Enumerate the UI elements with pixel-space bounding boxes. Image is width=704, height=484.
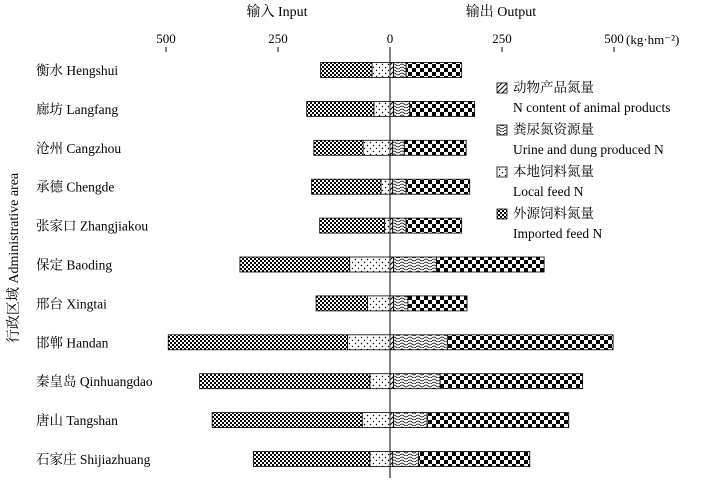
bar-animal-products xyxy=(390,218,393,233)
category-label: 秦皇岛 Qinhuangdao xyxy=(36,374,153,390)
unit-label: (kg·hm⁻²) xyxy=(626,32,680,47)
legend xyxy=(497,79,670,241)
bar-animal-products xyxy=(390,257,394,272)
bar-imported-feed xyxy=(168,335,347,350)
bar-remainder xyxy=(427,413,569,428)
bar-urine-dung xyxy=(394,257,437,272)
bar-animal-products xyxy=(390,140,393,155)
bar-urine-dung xyxy=(394,296,408,311)
bar-imported-feed xyxy=(253,452,369,467)
bar-imported-feed xyxy=(307,101,374,116)
legend-label-en: Local feed N xyxy=(513,184,584,199)
bar-remainder xyxy=(408,296,467,311)
bar-imported-feed xyxy=(320,218,385,233)
bar-local-feed xyxy=(363,140,390,155)
category-label: 衡水 Hengshui xyxy=(36,63,119,78)
x-tick-label: 0 xyxy=(386,31,394,46)
bar-remainder xyxy=(406,63,462,78)
x-tick-label: 500 xyxy=(604,31,624,46)
x-tick-label: 500 xyxy=(156,31,176,46)
legend-label-en: Imported feed N xyxy=(513,226,603,241)
category-label: 邢台 Xingtai xyxy=(36,296,107,312)
legend-swatch-local-feed xyxy=(497,167,507,177)
bar-local-feed xyxy=(372,63,390,78)
legend-label-zh: 动物产品氮量 xyxy=(513,80,594,95)
legend-swatch-animal-products xyxy=(497,83,507,93)
bar-animal-products xyxy=(390,413,394,428)
bar-imported-feed xyxy=(321,63,373,78)
bar-urine-dung xyxy=(394,335,448,350)
bar-local-feed xyxy=(368,296,390,311)
category-label: 廊坊 Langfang xyxy=(36,101,119,117)
legend-label-zh: 外源饲料氮量 xyxy=(513,206,594,221)
bar-animal-products xyxy=(390,63,394,78)
bar-imported-feed xyxy=(314,140,363,155)
bar-animal-products xyxy=(390,335,394,350)
bar-animal-products xyxy=(390,374,394,389)
bar-local-feed xyxy=(381,179,390,194)
bar-urine-dung xyxy=(394,63,407,78)
x-axis-ticks xyxy=(156,31,624,52)
bar-urine-dung xyxy=(393,140,405,155)
legend-label-zh: 粪尿氮资源量 xyxy=(513,122,594,137)
bar-remainder xyxy=(404,140,466,155)
bar-urine-dung xyxy=(394,374,441,389)
legend-swatch-urine-dung xyxy=(497,125,507,135)
bar-imported-feed xyxy=(212,413,362,428)
bar-imported-feed xyxy=(200,374,370,389)
bar-remainder xyxy=(419,452,530,467)
x-tick-label: 250 xyxy=(268,31,288,46)
bar-urine-dung xyxy=(393,179,406,194)
bar-remainder xyxy=(447,335,613,350)
legend-label-en: N content of animal products xyxy=(513,100,671,115)
bar-animal-products xyxy=(390,179,393,194)
category-label: 邯郸 Handan xyxy=(36,335,109,351)
legend-label-en: Urine and dung produced N xyxy=(513,142,664,157)
bar-animal-products xyxy=(390,452,393,467)
category-label: 保定 Baoding xyxy=(36,257,113,273)
bar-animal-products xyxy=(390,296,394,311)
left-title: 输入 Input xyxy=(246,5,308,20)
bar-urine-dung xyxy=(394,413,428,428)
bar-urine-dung xyxy=(393,218,406,233)
bar-local-feed xyxy=(347,335,390,350)
bar-local-feed xyxy=(370,452,390,467)
bar-imported-feed xyxy=(316,296,368,311)
bar-remainder xyxy=(437,257,545,272)
bar-urine-dung xyxy=(393,452,419,467)
bar-urine-dung xyxy=(394,101,410,116)
bar-remainder xyxy=(406,179,470,194)
bar-remainder xyxy=(410,101,475,116)
category-label: 石家庄 Shijiazhuang xyxy=(36,452,151,467)
right-title: 输出 Output xyxy=(465,5,537,20)
legend-swatch-imported-feed xyxy=(497,209,507,219)
bar-remainder xyxy=(440,374,582,389)
bar-local-feed xyxy=(370,374,390,389)
bar-local-feed xyxy=(374,101,390,116)
category-label: 唐山 Tangshan xyxy=(36,413,118,429)
y-axis-label: 行政区域 Administrative area xyxy=(7,172,22,344)
bar-animal-products xyxy=(390,101,394,116)
bar-local-feed xyxy=(385,218,390,233)
category-label: 承德 Chengde xyxy=(36,179,115,195)
x-tick-label: 250 xyxy=(492,31,512,46)
bar-local-feed xyxy=(350,257,390,272)
legend-label-zh: 本地饲料氮量 xyxy=(513,164,594,179)
bar-local-feed xyxy=(362,413,390,428)
category-label: 张家口 Zhangjiakou xyxy=(36,218,149,234)
bar-remainder xyxy=(406,218,462,233)
category-label: 沧州 Cangzhou xyxy=(36,140,122,156)
bar-imported-feed xyxy=(240,257,350,272)
bar-imported-feed xyxy=(312,179,381,194)
